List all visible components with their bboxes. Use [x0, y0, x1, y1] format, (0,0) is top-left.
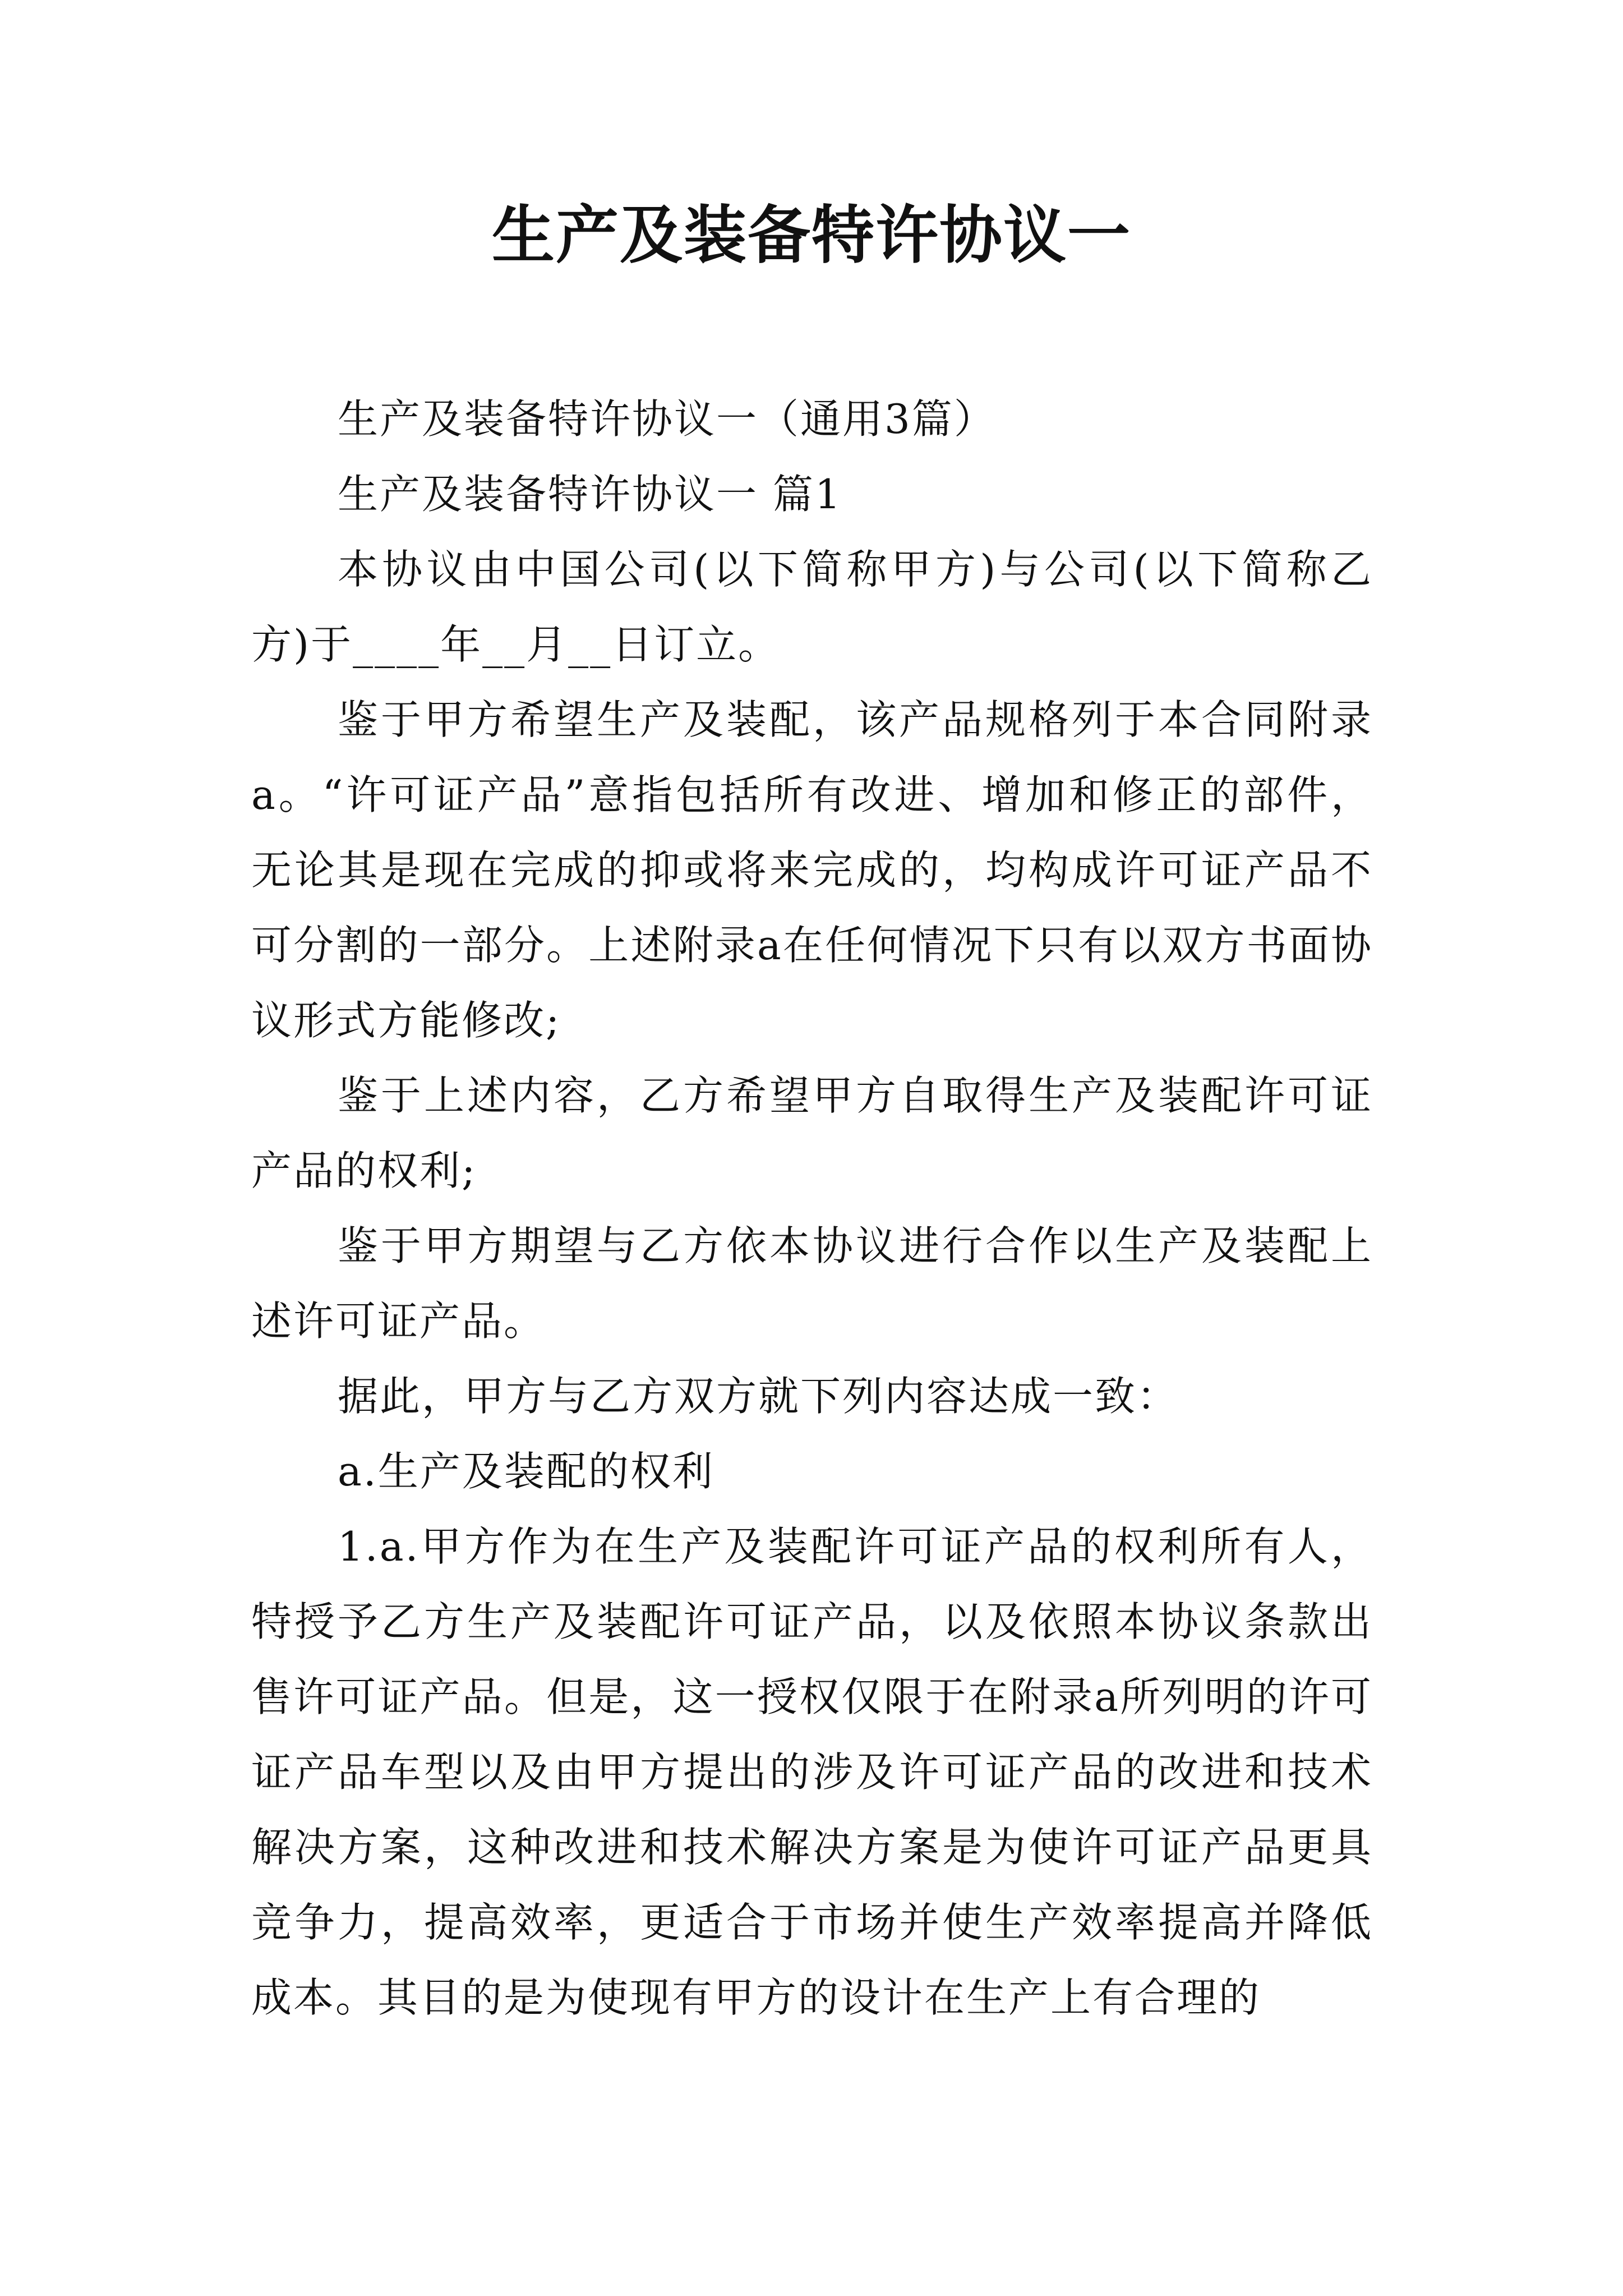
- paragraph-agreement-intro: 据此，甲方与乙方双方就下列内容达成一致：: [338, 1373, 1179, 1420]
- document-body: [251, 381, 1373, 2035]
- section-heading-a: a.生产及装配的权利: [338, 1448, 714, 1495]
- paragraph-whereas-cooperation: 鉴于甲方期望与乙方依本协议进行合作以生产及装配上述许可证产品。: [251, 1222, 1373, 1345]
- document-title: 生产及装备特许协议一: [492, 199, 1131, 272]
- paragraph-whereas-product: 鉴于甲方希望生产及装配，该产品规格列于本合同附录a。“许可证产品”意指包括所有改进、增加和修正的部件，无论其是现在完成的抑或将来完成的，均构成许可证产品不可分割的一部分。上述附录a在任何情况下只有以双方书面协议形式方能修改;: [251, 696, 1373, 1044]
- clause-1a: 1.a.甲方作为在生产及装配许可证产品的权利所有人，特授予乙方生产及装配许可证产品，以及依照本协议条款出售许可证产品。但是，这一授权仅限于在附录a所列明的许可证产品车型以及由甲方提出的涉及许可证产品的改进和技术解决方案，这种改进和技术解决方案是为使许可证产品更具竞争力，提高效率，更适合于市场并使生产效率提高并降低成本。其目的是为使现有甲方的设计在生产上有合理的: [251, 1523, 1373, 2021]
- paragraph-chapter-heading: 生产及装备特许协议一 篇1: [338, 471, 842, 518]
- paragraph-parties: 本协议由中国公司(以下简称甲方)与公司(以下简称乙方)于____年__月__日订立。: [251, 546, 1373, 668]
- paragraph-collection-title: 生产及装备特许协议一（通用3篇）: [338, 395, 996, 443]
- paragraph-whereas-rights: 鉴于上述内容，乙方希望甲方自取得生产及装配许可证产品的权利;: [251, 1072, 1373, 1194]
